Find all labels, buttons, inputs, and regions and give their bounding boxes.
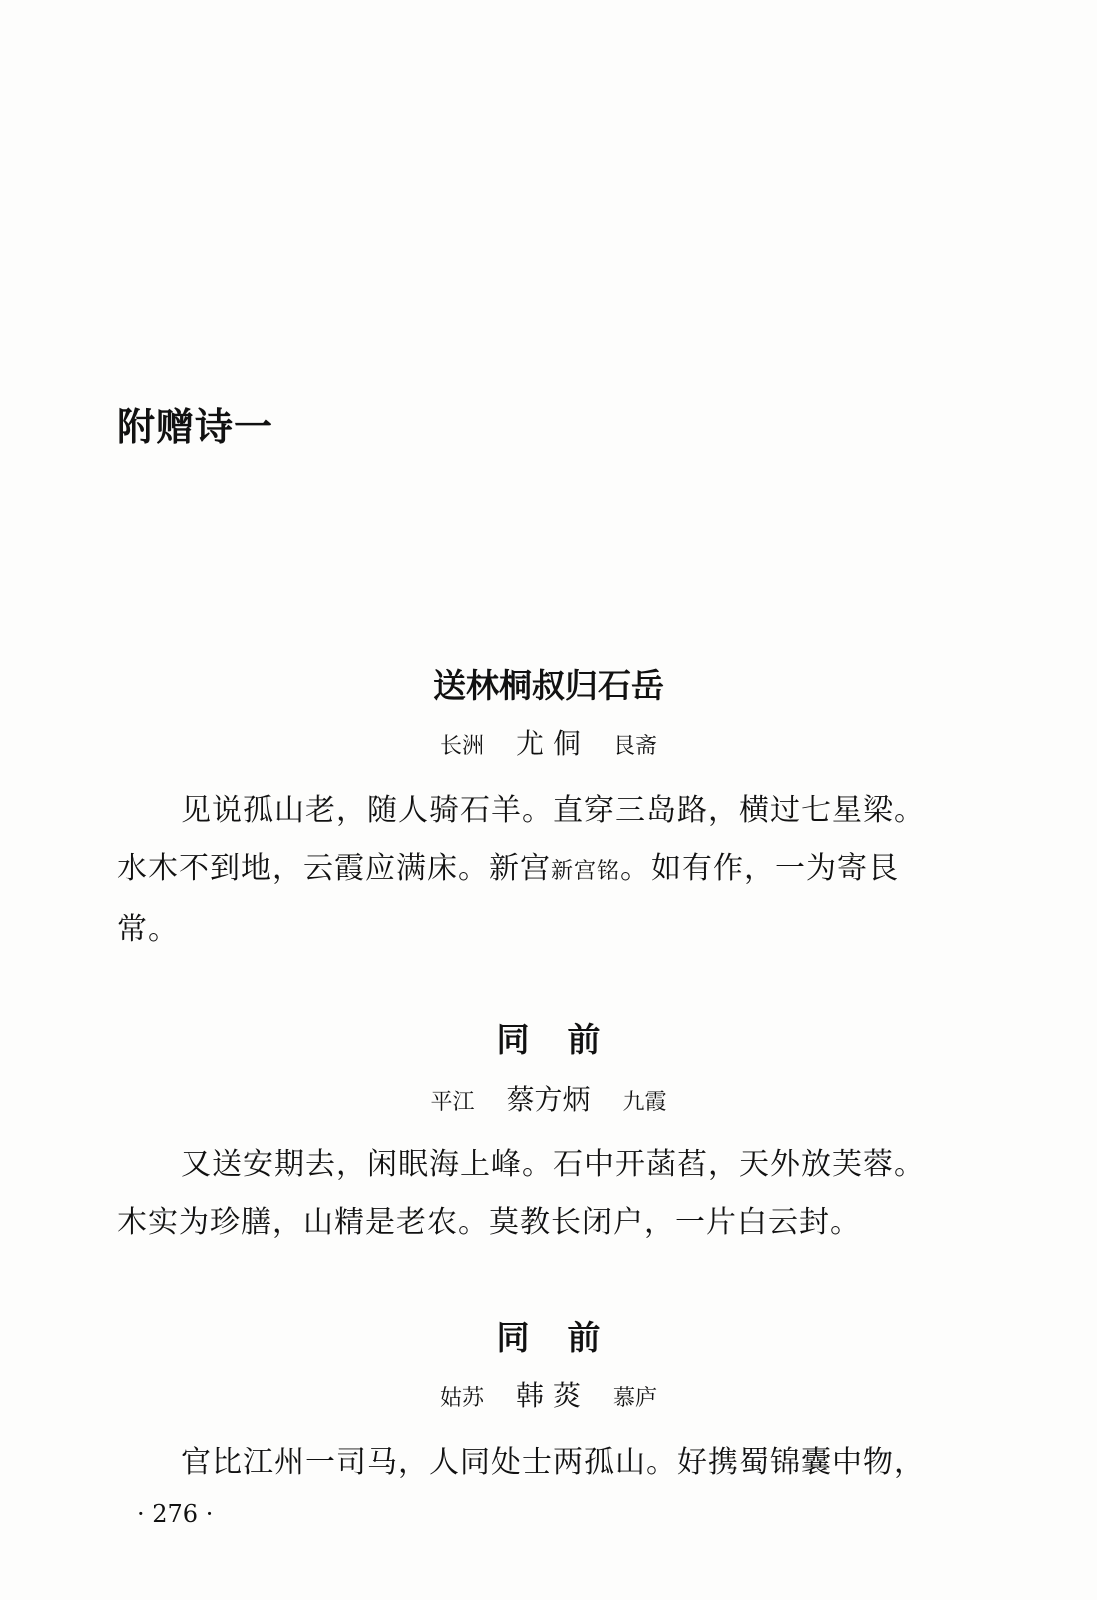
- author-name: 韩 菼: [516, 1379, 581, 1412]
- section-title: 附赠诗一: [117, 405, 274, 449]
- poem-title: 同前: [496, 1318, 639, 1357]
- poem-title: 送林桐叔归石岳: [433, 666, 664, 705]
- author-place: 姑苏: [440, 1386, 485, 1411]
- poem-annotation: 新宫铭: [551, 859, 621, 884]
- poem-text: 又送安期去，闲眠海上峰。石中开菡萏，天外放芙蓉。木实为珍膳，山精是老农。莫教长闭户，一片白云封。: [117, 1147, 925, 1240]
- author-hao: 九霞: [622, 1090, 667, 1115]
- author-place: 长洲: [440, 734, 485, 759]
- author-name: 尤 侗: [516, 727, 581, 760]
- author-hao: 慕庐: [612, 1386, 657, 1411]
- author-name: 蔡方炳: [506, 1083, 591, 1116]
- author-line: [0, 1374, 1097, 1414]
- poem-title: 同前: [496, 1020, 639, 1059]
- author-line: [0, 722, 1097, 762]
- poem-text-part: 。如有作，一为寄艮常。: [117, 851, 900, 947]
- author-hao: 艮斋: [612, 734, 657, 759]
- author-line: [0, 1078, 1097, 1118]
- poem-text: 官比江州一司马，人同处士两孤山。好携蜀锦囊中物，: [181, 1445, 925, 1480]
- poem-text: [117, 782, 952, 959]
- page-number: · 276 ·: [137, 1500, 214, 1528]
- author-place: 平江: [430, 1090, 475, 1115]
- poem-text-part: 见说孤山老，随人骑石羊。直穿三岛路，横过七星梁。水木不到地，云霞应满床。新宫: [117, 793, 925, 886]
